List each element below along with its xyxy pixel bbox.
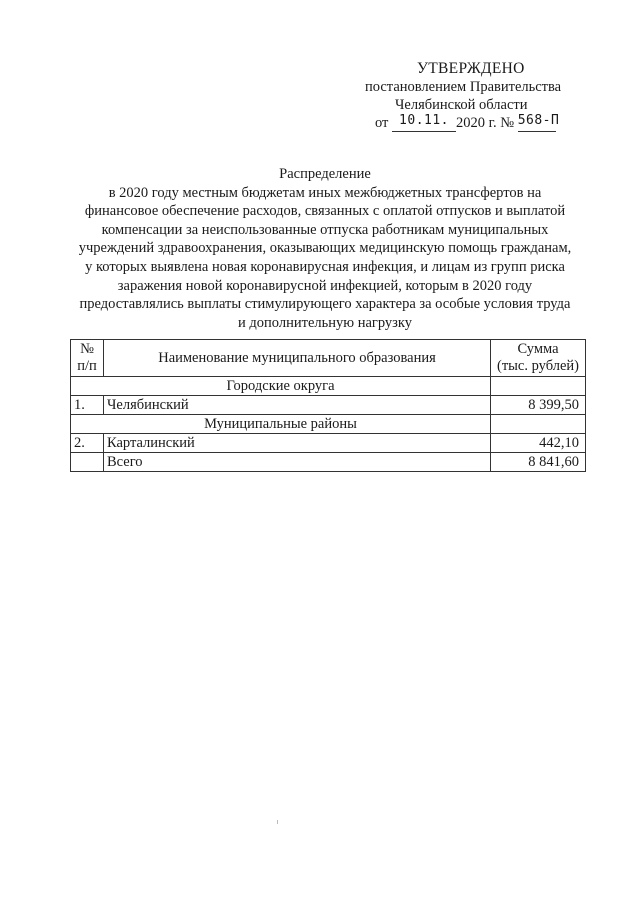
document-heading: [60, 165, 590, 332]
approval-line-government: постановлением Правительства: [365, 79, 562, 95]
header-sum-unit: (тыс. рублей): [497, 358, 579, 374]
total-sum: 8 841,60: [491, 453, 586, 472]
heading-line: в 2020 году местным бюджетам иных межбюджетных трансфертов на: [108, 184, 542, 201]
heading-line: компенсации за неиспользованные отпуска работникам муниципальных: [101, 221, 549, 238]
heading-line: Распределение: [279, 166, 371, 182]
header-sum: [491, 340, 586, 377]
approval-title: УТВЕРЖДЕНО: [417, 60, 525, 77]
approval-from-prefix: от: [375, 115, 389, 131]
heading-line: у которых выявлена новая коронавирусная инфекция, и лицам из групп риска: [85, 258, 565, 275]
approval-number-handwritten: 568-П: [517, 113, 560, 128]
header-number-symbol: №: [80, 341, 94, 357]
row-name: Челябинский: [104, 396, 491, 415]
table-total-row: [71, 453, 586, 472]
group-municipal-districts: Муниципальные районы: [71, 415, 491, 434]
approval-date-handwritten: 10.11.: [399, 113, 450, 128]
row-name: Карталинский: [104, 434, 491, 453]
group-sum-empty: [491, 415, 586, 434]
approval-year-text: 2020 г. №: [456, 115, 515, 131]
approval-number-blank: [517, 113, 560, 132]
row-sum: 442,10: [491, 434, 586, 453]
heading-line: заражения новой коронавирусной инфекцией, которым в 2020 году: [117, 277, 533, 294]
row-number: 1.: [71, 396, 104, 415]
table-group-row: [71, 415, 586, 434]
table-group-row: [71, 377, 586, 396]
total-label: Всего: [104, 453, 491, 472]
header-sum-label: Сумма: [517, 341, 559, 357]
approval-line-date-number: [355, 114, 585, 132]
total-number-empty: [71, 453, 104, 472]
header-number: [71, 340, 104, 377]
scan-speck: [277, 820, 278, 824]
approval-stamp: [355, 60, 585, 132]
header-name: Наименование муниципального образования: [104, 340, 491, 377]
approval-date-blank: [392, 113, 456, 132]
distribution-table: [70, 339, 586, 472]
heading-line: финансовое обеспечение расходов, связанных с оплатой отпусков и выплатой: [84, 203, 566, 220]
table-row: [71, 396, 586, 415]
approval-line-region: Челябинской области: [395, 97, 528, 113]
table-row: [71, 434, 586, 453]
group-urban-districts: Городские округа: [71, 377, 491, 396]
heading-line: предоставлялись выплаты стимулирующего характера за особые условия труда: [79, 296, 571, 313]
table-header-row: [71, 340, 586, 377]
header-number-abbrev: п/п: [77, 358, 97, 374]
row-sum: 8 399,50: [491, 396, 586, 415]
row-number: 2.: [71, 434, 104, 453]
group-sum-empty: [491, 377, 586, 396]
heading-line: и дополнительную нагрузку: [238, 314, 412, 331]
heading-line: учреждений здравоохранения, оказывающих медицинскую помощь гражданам,: [78, 240, 572, 257]
